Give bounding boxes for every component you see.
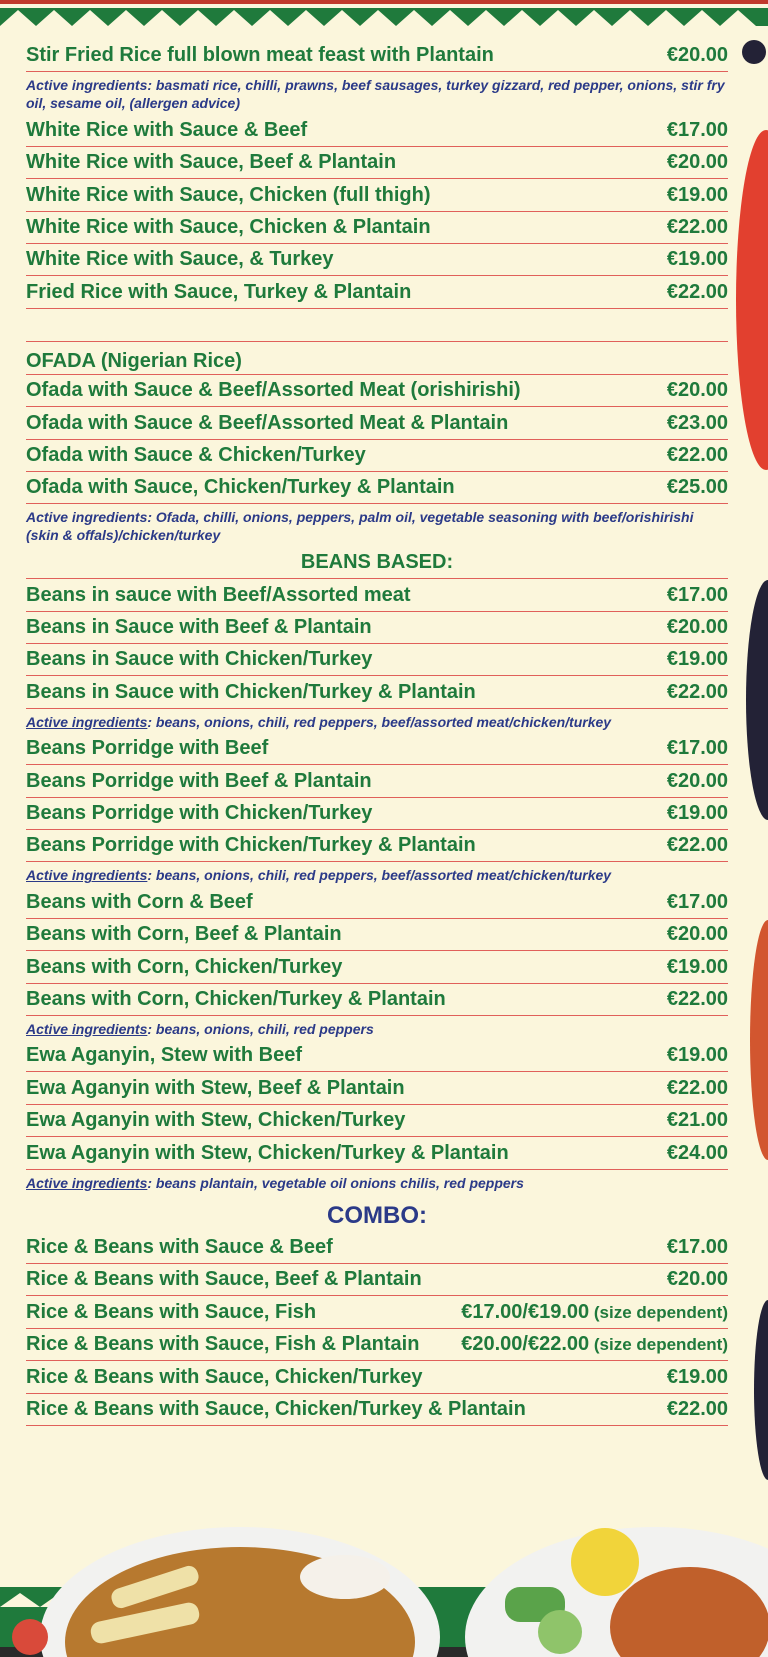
item-name: Beans with Corn, Chicken/Turkey & Plantain [26,987,446,1010]
item-price: €19.00 [666,248,728,271]
item-name: White Rice with Sauce, Chicken & Plantain [26,215,431,238]
item-name: Ofada with Sauce & Beef/Assorted Meat (orishirishi) [26,379,521,402]
item-name: White Rice with Sauce & Beef [26,118,308,141]
menu-row [26,1329,728,1361]
ingredients-label: Active ingredients [26,1020,148,1037]
item-price: €20.00 [666,616,728,639]
item-price: €17.00 [666,890,728,913]
item-name: White Rice with Sauce, Chicken (full thigh) [26,183,431,206]
item-name: Ewa Aganyin with Stew, Chicken/Turkey [26,1109,406,1132]
menu-row [26,1105,728,1137]
menu-list [26,40,728,1426]
ingredients-label: Active ingredients [26,867,148,884]
menu-row [26,830,728,862]
menu-row [26,407,728,439]
menu-row [26,1361,728,1393]
ingredients-note: Active ingredients: Ofada, chilli, onions, peppers, palm oil, vegetable seasoning with beef/orishirishi (skin & offals)/chicken/turkey [26,509,694,544]
price-value: €22.00 [666,1397,728,1420]
item-name: Beans in sauce with Beef/Assorted meat [26,583,411,606]
menu-row [26,114,728,146]
item-name: Rice & Beans with Sauce, Beef & Plantain [26,1268,422,1291]
item-price: €19.00 [666,183,728,206]
item-name: Beans Porridge with Beef [26,737,269,760]
top-pattern-band [0,0,768,34]
menu-row [26,984,728,1016]
item-price: €17.00 [666,583,728,606]
menu-row [26,886,728,918]
menu-row [26,147,728,179]
item-name: Ofada with Sauce & Chicken/Turkey [26,443,366,466]
rice-items-group [26,40,728,342]
item-name: White Rice with Sauce, & Turkey [26,248,334,271]
price-value: €20.00 [666,1268,728,1291]
menu-row [26,440,728,472]
ingredients-text: : beans, onions, chili, red peppers [147,1020,374,1037]
menu-row [26,579,728,611]
menu-row [26,919,728,951]
item-price: €22.00 [666,680,728,703]
menu-row [26,179,728,211]
item-price: €19.00 [666,1044,728,1067]
item-name: Rice & Beans with Sauce, Chicken/Turkey & Plantain [26,1397,526,1420]
item-price: €22.00 [666,280,728,303]
item-price: €21.00 [666,1109,728,1132]
blank-divider [26,309,728,342]
menu-row [26,1232,728,1264]
item-price: €24.00 [666,1141,728,1164]
ingredients-text: : beans, onions, chili, red peppers, beef/assorted meat/chicken/turkey [147,867,612,884]
menu-row [26,276,728,308]
item-price [667,1366,728,1389]
menu-row [26,375,728,407]
item-price: €20.00 [666,769,728,792]
item-price: €22.00 [666,987,728,1010]
ingredients-note: Active ingredients: basmati rice, chilli, prawns, beef sausages, turkey gizzard, red pepper, onions, stir fry oil, sesame oil, (allergen advice) [26,77,725,112]
item-name: Beans in Sauce with Chicken/Turkey & Plantain [26,680,476,703]
ingredients-label: Active ingredients [26,1174,148,1191]
ofada-heading: OFADA (Nigerian Rice) [26,342,728,375]
ofada-section [26,342,728,547]
item-name: Ofada with Sauce & Beef/Assorted Meat & Plantain [26,411,509,434]
price-value: €17.00 [666,1235,728,1258]
item-price [667,1398,728,1421]
item-price: €20.00 [666,151,728,174]
item-name: Beans Porridge with Chicken/Turkey & Plantain [26,834,476,857]
combo-section [26,1194,728,1426]
ingredients-text: : beans plantain, vegetable oil onions chilis, red peppers [147,1174,524,1191]
ingredients-note [26,1170,728,1194]
item-price: €22.00 [666,443,728,466]
beans-heading: BEANS BASED: [26,546,728,579]
item-price: €22.00 [666,215,728,238]
combo-heading: COMBO: [327,1201,427,1229]
item-name: Ewa Aganyin with Stew, Beef & Plantain [26,1076,405,1099]
item-name: White Rice with Sauce, Beef & Plantain [26,151,397,174]
menu-row [26,798,728,830]
menu-row [26,644,728,676]
bottom-pattern-band [0,1587,768,1657]
item-price: €22.00 [666,834,728,857]
item-price: €19.00 [666,955,728,978]
item-price: €20.00 [666,923,728,946]
item-name: Fried Rice with Sauce, Turkey & Plantain [26,280,412,303]
menu-row [26,676,728,708]
menu-row [26,1137,728,1169]
item-name: Ofada with Sauce, Chicken/Turkey & Plantain [26,476,455,499]
menu-row [26,212,728,244]
item-name: Ewa Aganyin, Stew with Beef [26,1044,302,1067]
menu-row [26,951,728,983]
price-value: €20.00/€22.00 [461,1333,590,1356]
item-name: Stir Fried Rice full blown meat feast with Plantain [26,44,494,67]
item-price: €25.00 [666,476,728,499]
ingredients-text: : beans, onions, chili, red peppers, beef/assorted meat/chicken/turkey [147,713,612,730]
item-name: Beans in Sauce with Beef & Plantain [26,616,372,639]
menu-row [26,1072,728,1104]
menu-row [26,1394,728,1426]
item-price [667,1236,728,1259]
item-price: €17.00 [666,118,728,141]
item-price: €22.00 [666,1076,728,1099]
price-note: (size dependent) [589,1335,728,1355]
menu-row [26,733,728,765]
african-art-decoration [726,30,768,1520]
menu-row [26,40,728,72]
item-name: Beans in Sauce with Chicken/Turkey [26,648,373,671]
item-price: €23.00 [666,411,728,434]
item-price: €20.00 [666,379,728,402]
item-name: Beans Porridge with Chicken/Turkey [26,802,373,825]
menu-row [26,472,728,504]
price-value: €19.00 [666,1365,728,1388]
item-name: Rice & Beans with Sauce, Chicken/Turkey [26,1365,423,1388]
item-name: Ewa Aganyin with Stew, Chicken/Turkey & Plantain [26,1141,509,1164]
item-price [667,1268,728,1291]
item-name: Beans Porridge with Beef & Plantain [26,769,372,792]
item-name: Rice & Beans with Sauce & Beef [26,1235,333,1258]
item-name: Rice & Beans with Sauce, Fish & Plantain [26,1333,420,1356]
item-name: Beans with Corn, Beef & Plantain [26,923,342,946]
menu-row [26,1264,728,1296]
ingredients-label: Active ingredients [26,713,148,730]
item-price: €19.00 [666,802,728,825]
item-price [461,1333,728,1356]
item-name: Rice & Beans with Sauce, Fish [26,1300,317,1323]
ingredients-note [26,709,728,733]
item-name: Beans with Corn & Beef [26,890,253,913]
item-price: €20.00 [666,44,728,67]
item-price: €19.00 [666,648,728,671]
price-value: €17.00/€19.00 [461,1300,590,1323]
menu-row [26,612,728,644]
menu-row [26,244,728,276]
menu-row [26,1296,728,1328]
item-price: €17.00 [666,737,728,760]
ingredients-note [26,1016,728,1040]
beans-section [26,546,728,1193]
item-name: Beans with Corn, Chicken/Turkey [26,955,343,978]
item-price [461,1301,728,1324]
price-note: (size dependent) [589,1302,728,1322]
menu-row [26,765,728,797]
menu-row [26,1040,728,1072]
ingredients-note [26,862,728,886]
